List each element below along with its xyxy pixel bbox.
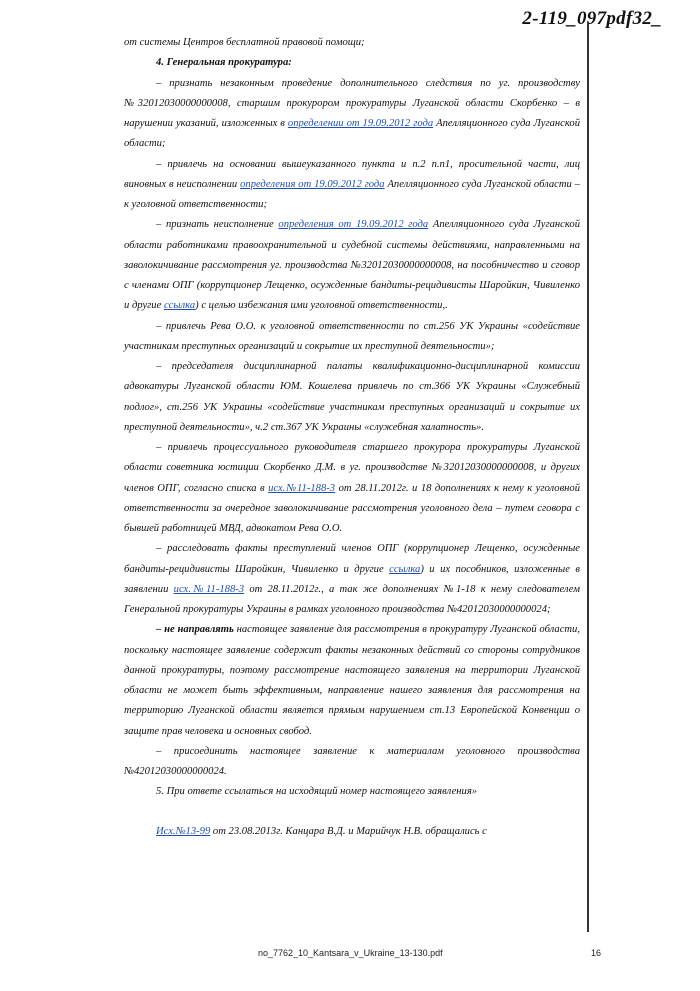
document-link[interactable]: ссылка <box>163 300 196 312</box>
text-segment: ) и их пособников, изложенные в заявлении <box>124 563 580 595</box>
paragraph <box>124 822 580 842</box>
text-segment: – признать неисполнение <box>156 219 279 231</box>
text-segment: – признать незаконным проведение дополнительного следствия по уг. производству №32012030000000008, старшим прокурором прокуратуры Луганской области Скорбенко – в нарушении указаний, изложенных в <box>124 77 580 129</box>
document-link[interactable]: исх.№11-188-3 <box>173 583 245 595</box>
text-segment: Апелляционного суда Луганской области; <box>124 118 581 150</box>
text-segment: ) с целью избежания ими уголовной ответственности,. <box>195 300 448 312</box>
document-link[interactable]: определения от 19.09.2012 года <box>240 178 385 190</box>
text-segment: 5. При ответе ссылаться на исходящий номер настоящего заявления» <box>156 786 478 798</box>
document-link[interactable]: ссылка <box>389 563 421 575</box>
text-segment: 4. Генеральная прокуратура: <box>156 57 292 69</box>
paragraph <box>124 357 580 438</box>
text-segment: от системы Центров бесплатной правовой помощи; <box>124 37 365 48</box>
document-link[interactable]: определении от 19.09.2012 года <box>287 118 434 129</box>
emphasis-text: – не направлять <box>156 624 234 636</box>
text-segment: Апелляционного суда Луганской области – к уголовной ответственности; <box>124 178 580 210</box>
text-segment: настоящее заявление для рассмотрения в прокуратуру Луганской области, поскольку настоящее заявление содержит факты незаконных действий со стороны сотрудников данной прокуратуры, поэтому рассмотрение настоящего заявления на территории Луганской области не может быть эффективным, направление нашего заявления для рассмотрения на территорию Луганской области является прямым нарушением ст.13 Европейской Конвенции о защите прав человека и основных свобод. <box>124 624 580 737</box>
paragraph <box>124 782 580 802</box>
paragraph <box>124 742 580 783</box>
paragraph <box>124 620 580 742</box>
margin-line <box>587 22 589 932</box>
document-body <box>124 33 580 842</box>
text-segment: – присоединить настоящее заявление к материалам уголовного производства №42012030000000024. <box>124 745 580 777</box>
footer-page-number: 16 <box>591 948 602 958</box>
text-segment: – привлечь Рева О.О. к уголовной ответственности по ст.256 УК Украины «содействие участникам преступных организаций и сокрытие их преступной деятельности»; <box>124 320 580 352</box>
paragraph <box>124 155 580 216</box>
paragraph <box>124 317 580 358</box>
paragraph <box>124 438 580 539</box>
text-segment: – привлечь на основании вышеуказанного пункта и п.2 п.п1, просительной части, лиц виновных в неисполнении <box>124 158 580 190</box>
text-segment: – расследовать факты преступлений членов ОПГ (коррупционер Лещенко, осужденные бандиты-рецидивисты Шаройкин, Чивиленко и другие <box>124 543 580 575</box>
footer-filename: no_7762_10_Kantsara_v_Ukraine_13-130.pdf <box>258 948 443 958</box>
paragraph <box>124 539 580 620</box>
paragraph <box>124 215 580 316</box>
text-segment: Апелляционного суда Луганской области работниками правоохранительной и судебной системы действиями, направленными на заволокичивание рассмотрения уг. производства №32012030000000008, на пособничество и сговор с членами ОПГ (коррупционер Лещенко, осужденные бандиты-рецидивисты Шаройкин, Чивиленко и другие <box>124 219 580 312</box>
paragraph <box>124 53 580 73</box>
text-segment: от 28.11.2012г. и 18 дополнениях к нему к уголовной ответственности за очередное заволокичивание рассмотрения уголовного дела – путем сговора с бывшей работницей МВД, адвокатом Рева О.О. <box>124 482 581 534</box>
text-segment: от 28.11.2012г., а так же дополнениях №1-18 к нему следователем Генеральной прокуратуры Украины в рамках уголовного производства №42012030000000024; <box>124 583 580 615</box>
document-link[interactable]: Исх.№13-99 <box>156 825 211 837</box>
text-segment: – председателя дисциплинарной палаты квалификационно-дисциплинарной комиссии адвокатуры Луганской области ЮМ. Кошелева привлечь по ст.366 УК Украины «Служебный подлог», ст.256 УК Украины «содействие участникам преступных организаций и сокрытие их преступной деятельности», ч.2 ст.367 УК Украины «служебная халатность». <box>124 361 580 433</box>
text-segment: – привлечь процессуального руководителя старшего прокурора прокуратуры Луганской области советника юстиции Скорбенко Д.М. в уг. производстве №32012030000000008, и других членов ОПГ, согласно списка в <box>124 442 580 494</box>
document-link[interactable]: исх.№11-188-3 <box>268 482 336 494</box>
document-id-stamp: 2-119_097pdf32_ <box>522 8 662 29</box>
paragraph <box>124 74 580 155</box>
paragraph-gap <box>124 803 580 822</box>
text-segment: от 23.08.2013г. Канцара В.Д. и Марийчук Н.В. обращались с <box>210 825 487 837</box>
paragraph <box>124 33 580 53</box>
document-link[interactable]: определения от 19.09.2012 года <box>278 219 429 231</box>
